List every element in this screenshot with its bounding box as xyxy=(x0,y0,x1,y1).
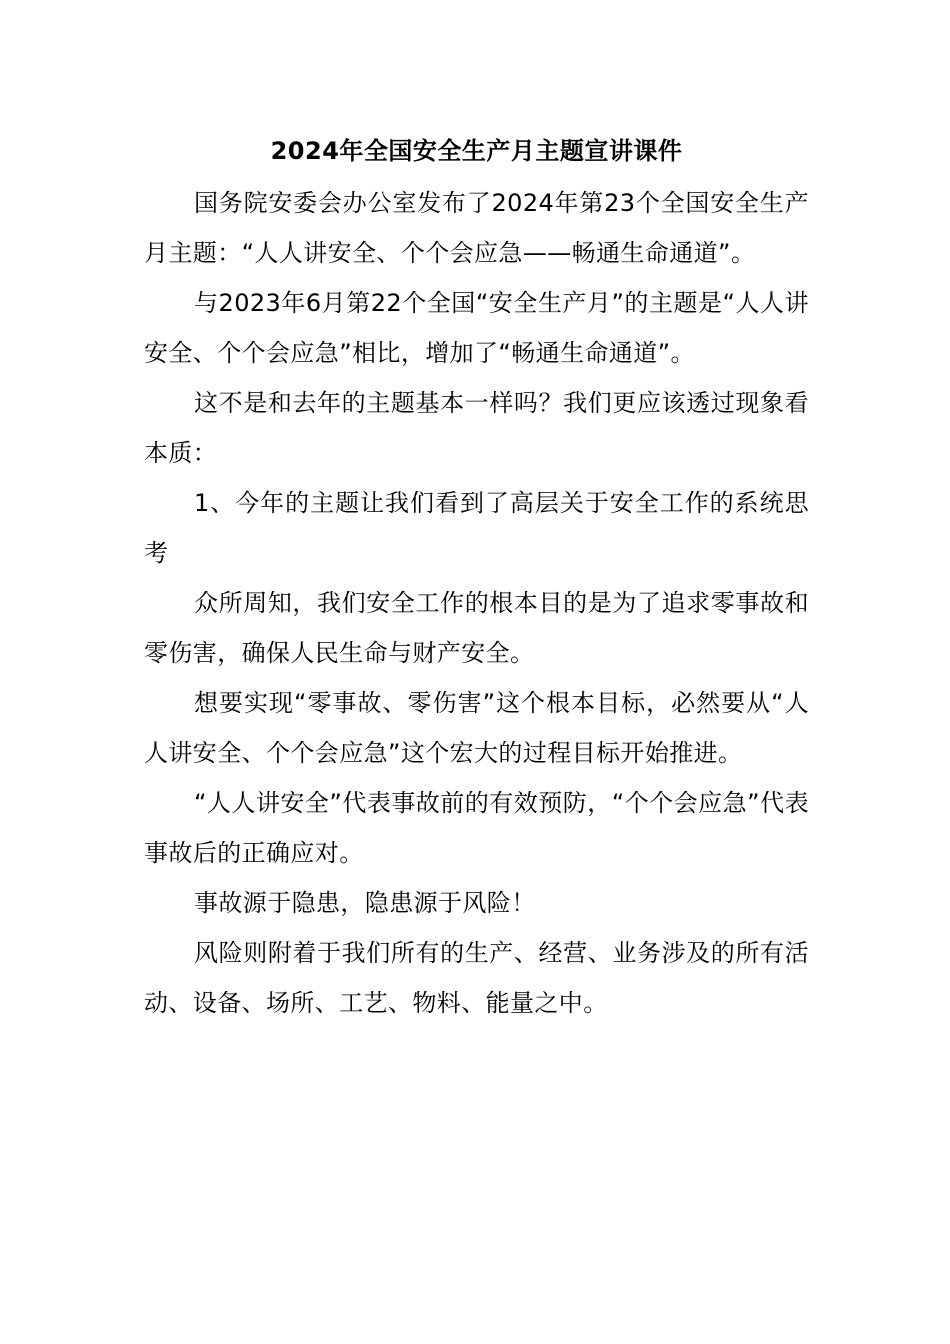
paragraph: 众所周知，我们安全工作的根本目的是为了追求零事故和零伤害，确保人民生命与财产安全。 xyxy=(144,589,809,667)
section-heading: 1、今年的主题让我们看到了高层关于安全工作的系统思考 xyxy=(144,489,809,567)
paragraph: 与2023年6月第22个全国“安全生产月”的主题是“人人讲安全、个个会应急”相比，增加了“畅通生命通道”。 xyxy=(144,289,809,367)
paragraph: 想要实现“零事故、零伤害”这个根本目标，必然要从“人人讲安全、个个会应急”这个宏大的过程目标开始推进。 xyxy=(144,689,809,767)
paragraph: “人人讲安全”代表事故前的有效预防，“个个会应急”代表事故后的正确应对。 xyxy=(144,789,809,867)
paragraph: 这不是和去年的主题基本一样吗？我们更应该透过现象看本质： xyxy=(144,389,809,467)
paragraph: 事故源于隐患，隐患源于风险！ xyxy=(194,889,536,917)
paragraph: 风险则附着于我们所有的生产、经营、业务涉及的所有活动、设备、场所、工艺、物料、能量之中。 xyxy=(144,939,809,1017)
document-title: 2024年全国安全生产月主题宣讲课件 xyxy=(270,137,683,165)
document-page xyxy=(144,128,809,1028)
paragraph: 国务院安委会办公室发布了2024年第23个全国安全生产月主题：“人人讲安全、个个会应急——畅通生命通道”。 xyxy=(144,189,809,267)
